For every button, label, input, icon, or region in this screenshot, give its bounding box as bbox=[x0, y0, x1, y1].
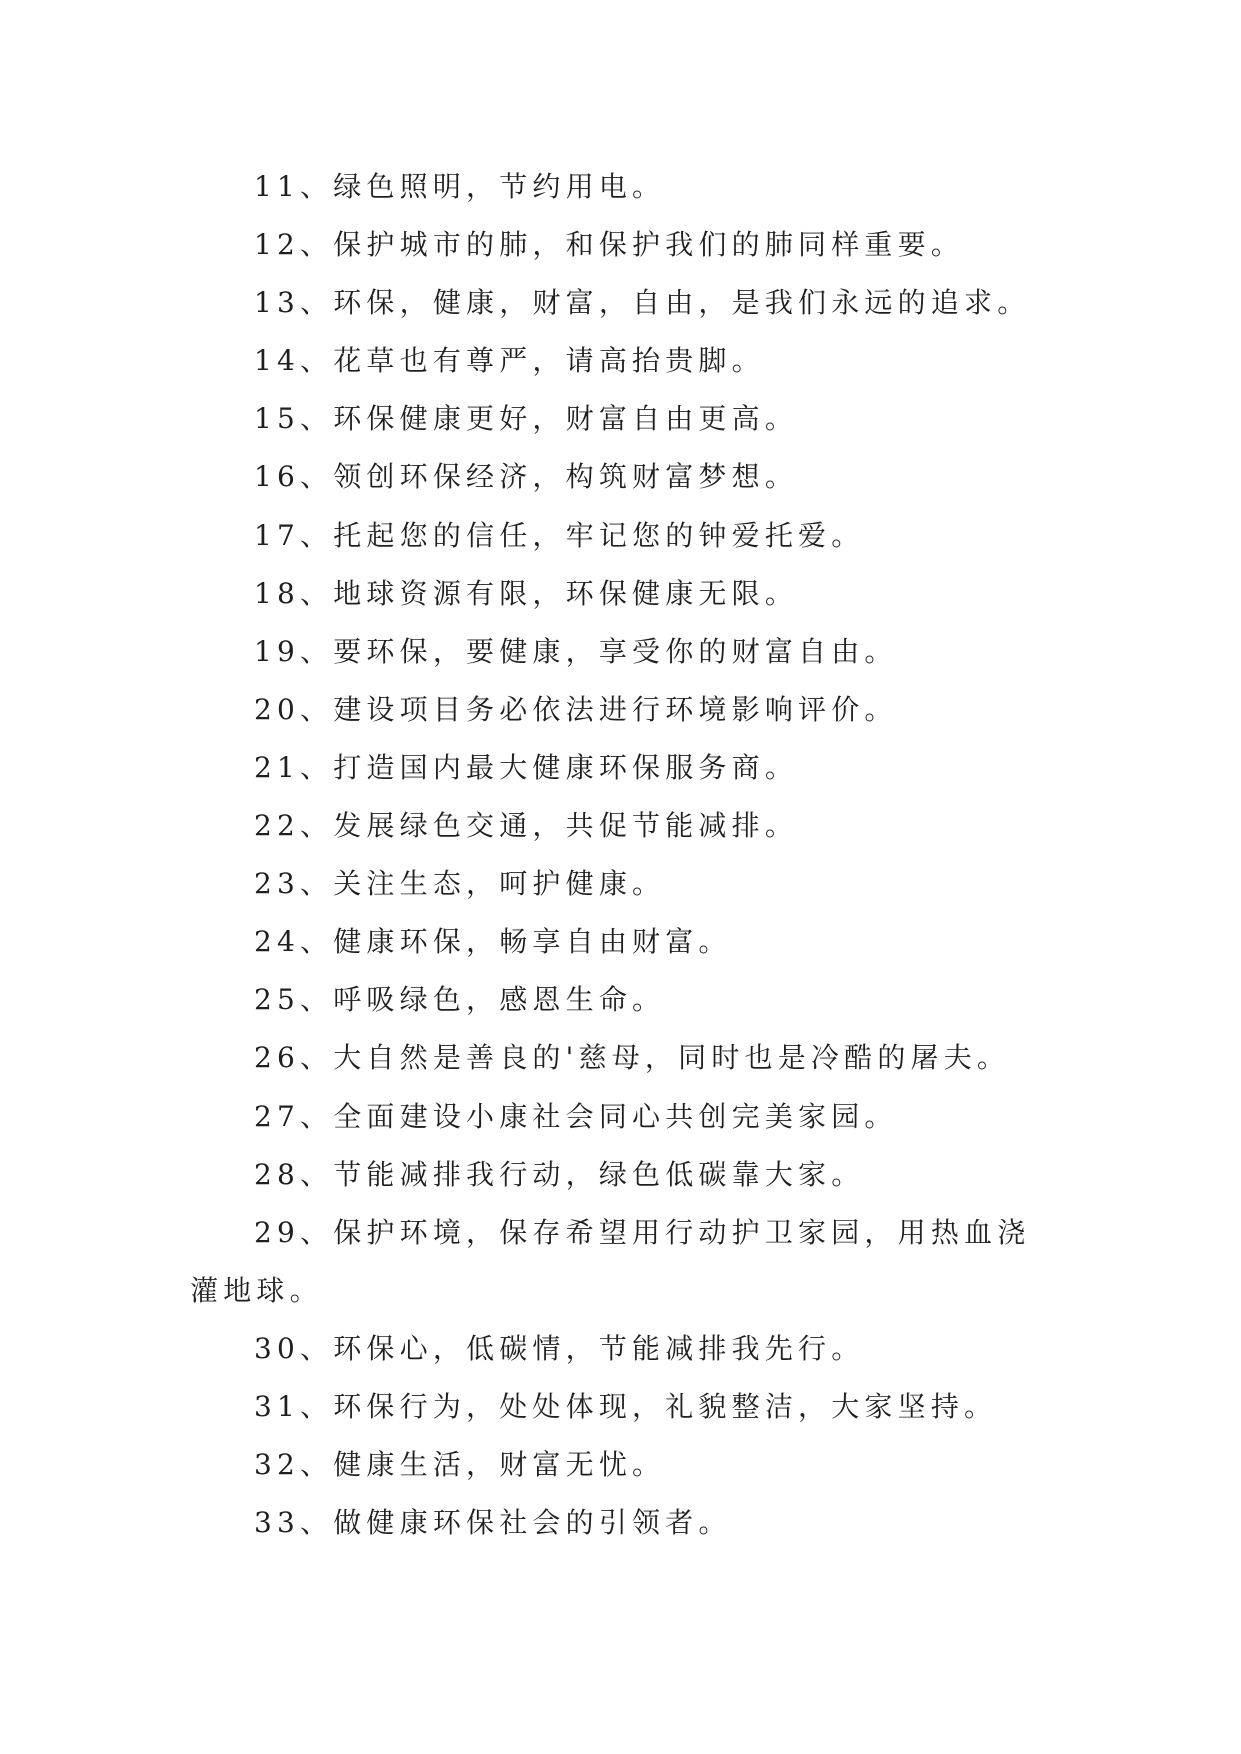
paragraph-14: 14、花草也有尊严，请高抬贵脚。 bbox=[254, 344, 765, 378]
paragraph-15: 15、环保健康更好，财富自由更高。 bbox=[254, 402, 799, 436]
paragraph-23: 23、关注生态，呵护健康。 bbox=[254, 867, 666, 901]
paragraph-19: 19、要环保，要健康，享受你的财富自由。 bbox=[254, 634, 898, 668]
paragraph-16: 16、领创环保经济，构筑财富梦想。 bbox=[254, 460, 799, 494]
paragraph-24: 24、健康环保，畅享自由财富。 bbox=[254, 925, 732, 959]
paragraph-22: 22、发展绿色交通，共促节能减排。 bbox=[254, 809, 799, 843]
paragraph-28: 28、节能减排我行动，绿色低碳靠大家。 bbox=[254, 1157, 865, 1191]
paragraph-31: 31、环保行为，处处体现，礼貌整洁，大家坚持。 bbox=[254, 1389, 998, 1423]
paragraph-21: 21、打造国内最大健康环保服务商。 bbox=[254, 750, 799, 784]
paragraph-29: 29、保护环境，保存希望用行动护卫家园，用热血浇灌地球。 bbox=[190, 1215, 1031, 1307]
paragraph-12: 12、保护城市的肺，和保护我们的肺同样重要。 bbox=[254, 228, 965, 262]
paragraph-18: 18、地球资源有限，环保健康无限。 bbox=[254, 576, 799, 610]
paragraph-26: 26、大自然是善良的'慈母，同时也是冷酷的屠夫。 bbox=[254, 1041, 1011, 1075]
paragraph-30: 30、环保心，低碳情，节能减排我先行。 bbox=[254, 1331, 865, 1365]
paragraph-13: 13、环保，健康，财富，自由，是我们永远的追求。 bbox=[254, 286, 1031, 320]
paragraph-33: 33、做健康环保社会的引领者。 bbox=[254, 1506, 732, 1540]
paragraph-20: 20、建设项目务必依法进行环境影响评价。 bbox=[254, 692, 898, 726]
paragraph-25: 25、呼吸绿色，感恩生命。 bbox=[254, 983, 666, 1017]
paragraph-11: 11、绿色照明，节约用电。 bbox=[254, 170, 666, 203]
paragraph-27: 27、全面建设小康社会同心共创完美家园。 bbox=[254, 1099, 898, 1133]
paragraph-17: 17、托起您的信任，牢记您的钟爱托爱。 bbox=[254, 518, 865, 552]
document-body bbox=[190, 158, 1060, 1552]
paragraph-32: 32、健康生活，财富无忧。 bbox=[254, 1448, 666, 1482]
